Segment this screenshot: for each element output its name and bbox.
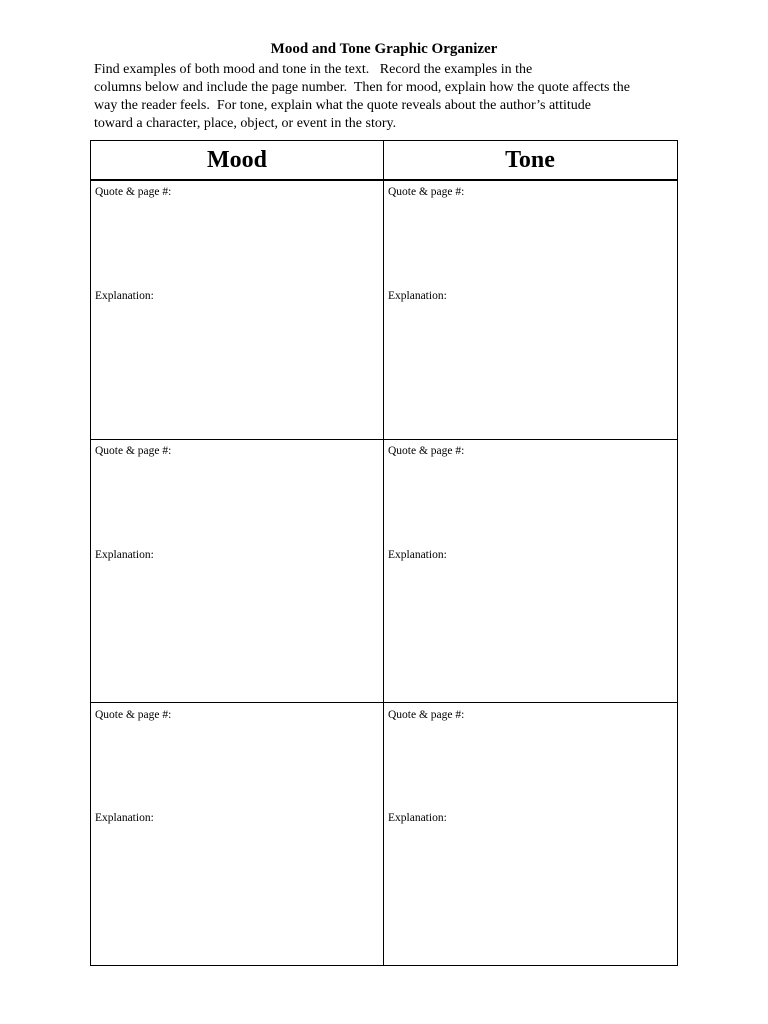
organizer-table [90, 140, 678, 966]
tone-explanation-label: Explanation: [388, 812, 447, 824]
row-divider [91, 439, 677, 440]
mood-quote-label: Quote & page #: [95, 709, 172, 721]
mood-explanation-label: Explanation: [95, 549, 154, 561]
instruction-line: Find examples of both mood and tone in the text. Record the examples in the [94, 62, 533, 77]
tone-quote-label: Quote & page #: [388, 445, 465, 457]
page-title: Mood and Tone Graphic Organizer [270, 41, 498, 57]
row-divider [91, 702, 677, 703]
instruction-line: toward a character, place, object, or event in the story. [94, 116, 397, 131]
column-divider [383, 141, 384, 965]
tone-quote-label: Quote & page #: [388, 709, 465, 721]
instruction-line: columns below and include the page number. Then for mood, explain how the quote affects the [94, 80, 631, 95]
column-header-mood: Mood [207, 147, 267, 173]
mood-explanation-label: Explanation: [95, 812, 154, 824]
tone-explanation-label: Explanation: [388, 549, 447, 561]
tone-quote-label: Quote & page #: [388, 186, 465, 198]
mood-quote-label: Quote & page #: [95, 445, 172, 457]
instruction-line: way the reader feels. For tone, explain what the quote reveals about the author’s attitude [94, 98, 591, 113]
tone-explanation-label: Explanation: [388, 290, 447, 302]
column-header-tone: Tone [505, 147, 555, 173]
mood-quote-label: Quote & page #: [95, 186, 172, 198]
mood-explanation-label: Explanation: [95, 290, 154, 302]
